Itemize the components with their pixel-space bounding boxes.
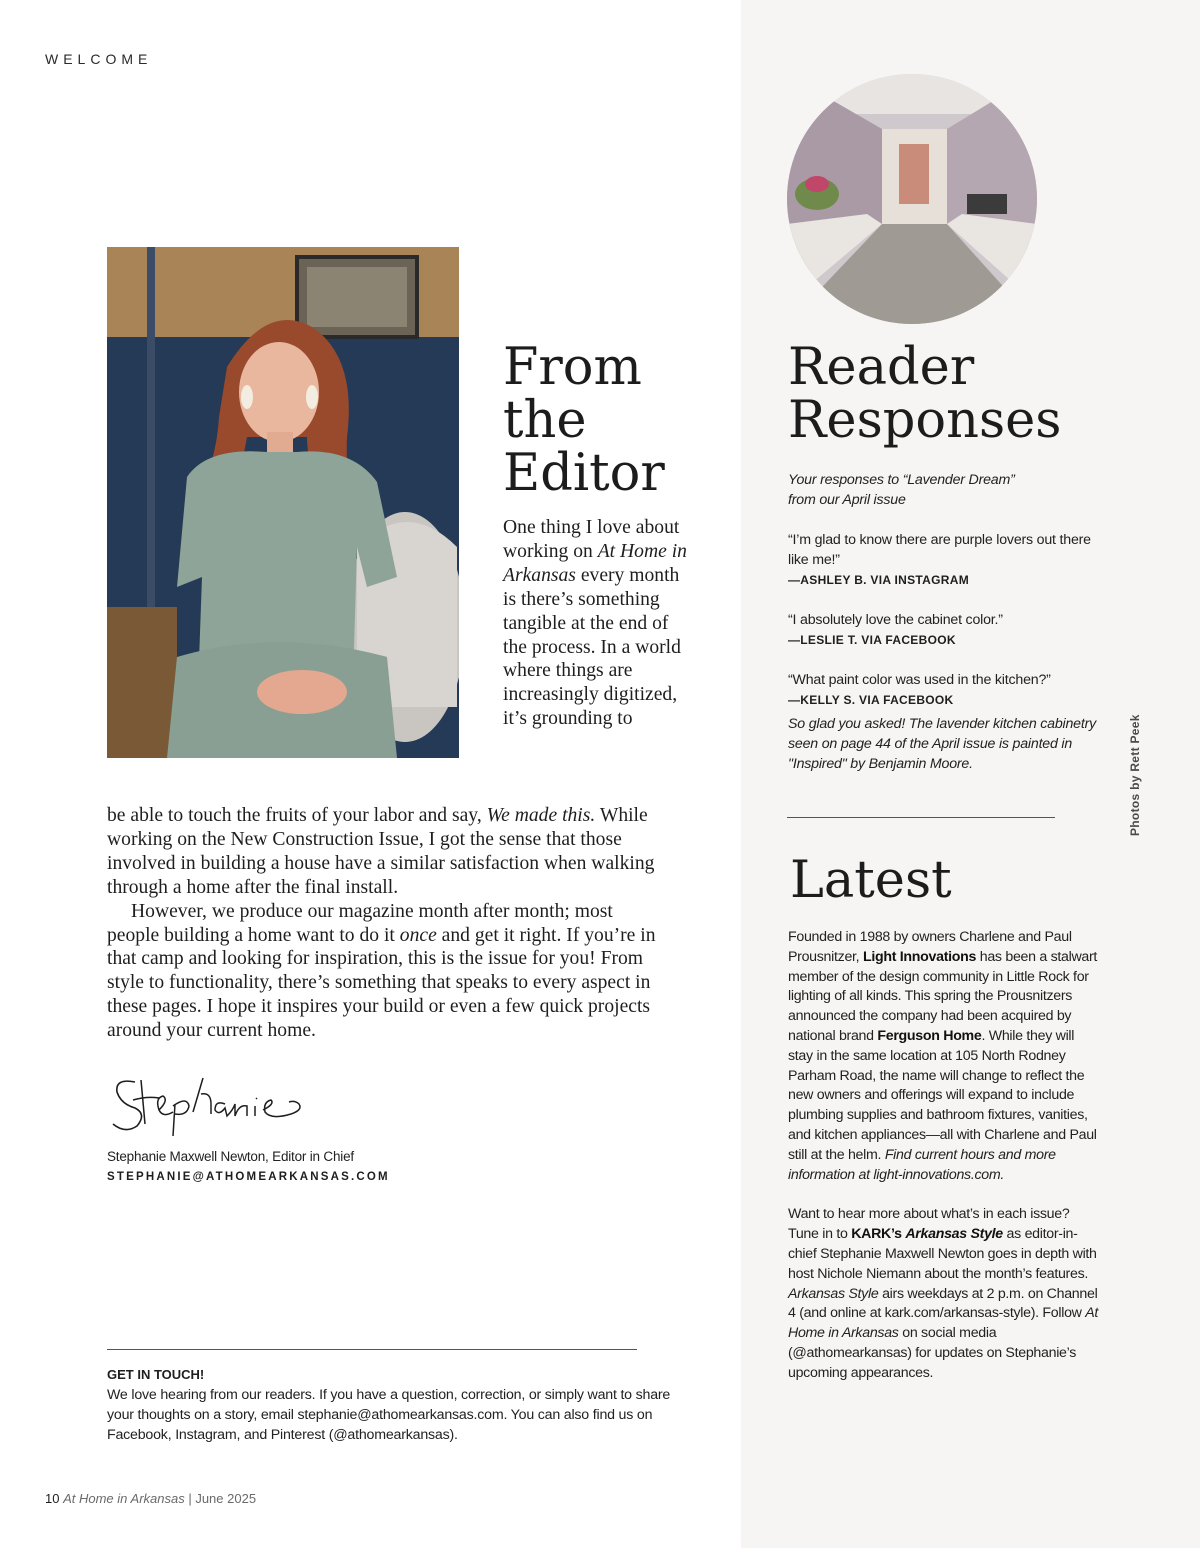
- reader-attribution: —LESLIE T. VIA FACEBOOK: [788, 633, 956, 647]
- latest-title: Latest: [790, 851, 952, 910]
- reader-responses-title: [788, 338, 1062, 450]
- letter-paragraph: [107, 900, 667, 1043]
- get-in-touch-body: We love hearing from our readers. If you have a question, correction, or simply want to share your thoughts on a story, email stephanie@athomearkansas.com. You can also find us on Facebook, Instagram, and Pinterest (@athomearkansas).: [107, 1387, 671, 1443]
- signature-caption: Stephanie Maxwell Newton, Editor in Chief: [107, 1149, 354, 1164]
- editor-answer: So glad you asked! The lavender kitchen cabinetry seen on page 44 of the April issue is painted in "Inspired" by Benjamin Moore.: [788, 716, 1097, 772]
- reader-quote: “What paint color was used in the kitchen?”: [788, 672, 1051, 688]
- latest-body: [788, 928, 1100, 1384]
- page-folio: [45, 1491, 256, 1506]
- latest-bold: Ferguson Home: [877, 1027, 982, 1044]
- editor-title: [503, 338, 665, 503]
- reader-responses-intro: [788, 470, 1098, 510]
- reader-responses: [788, 470, 1098, 774]
- reader-responses-title-line: Reader: [788, 338, 975, 397]
- divider: [107, 1349, 637, 1350]
- latest-text: Founded in 1988 by owners Charlene and Paul Prousnitzer,: [788, 929, 1072, 965]
- letter-text: One thing I love about working on: [503, 517, 680, 562]
- reader-response-item: [788, 610, 1098, 650]
- magazine-name: At Home in Arkansas: [503, 540, 687, 586]
- latest-paragraph: [788, 1205, 1100, 1383]
- editor-email[interactable]: STEPHANIE@ATHOMEARKANSAS.COM: [107, 1171, 390, 1183]
- editor-letter-body: [107, 804, 667, 1043]
- get-in-touch-heading: GET IN TOUCH!: [107, 1367, 205, 1382]
- letter-emphasis: once: [399, 924, 437, 946]
- editor-portrait-photo: [107, 247, 459, 758]
- reader-response-item: [788, 670, 1098, 774]
- folio-separator: |: [184, 1491, 196, 1506]
- kitchen-photo: [787, 74, 1037, 324]
- letter-text: every month is there’s something tangible at the end of the process. In a world where things are increasingly digitized, it’s grounding to: [503, 564, 681, 730]
- letter-text: and get it right. If you’re in that camp and looking for inspiration, this is the issue for you! From style to functionality, there’s something that speaks to every aspect in these pages. I hope it inspires your build or even a few quick projects around your current home.: [107, 924, 656, 1042]
- latest-italic: Find current hours and more information at light-innovations.com.: [788, 1146, 1056, 1183]
- editor-title-line: From: [503, 338, 642, 397]
- intro-line: Your responses to “Lavender Dream”: [788, 472, 1015, 488]
- letter-emphasis: We made this.: [486, 805, 596, 826]
- latest-italic: At Home in Arkansas: [788, 1305, 1099, 1342]
- editor-title-line: Editor: [503, 444, 665, 503]
- reader-attribution: —KELLY S. VIA FACEBOOK: [788, 693, 954, 707]
- folio-issue: June 2025: [195, 1491, 257, 1506]
- reader-responses-title-line: Responses: [788, 391, 1062, 450]
- latest-italic: Arkansas Style: [788, 1285, 879, 1302]
- reader-attribution: —ASHLEY B. VIA INSTAGRAM: [788, 573, 969, 587]
- latest-bold: Light Innovations: [862, 948, 977, 965]
- photo-credit: Photos by Rett Peek: [1128, 714, 1142, 836]
- latest-text: Want to hear more about what’s in each issue? Tune in to: [788, 1206, 1070, 1243]
- latest-text: airs weekdays at 2 p.m. on Channel 4 (and online at kark.com/arkansas-style). Follow: [788, 1285, 1098, 1322]
- letter-text: be able to touch the fruits of your labor and say,: [107, 805, 487, 826]
- letter-text: However, we produce our magazine month after month; most people building a home want to do it: [107, 900, 613, 946]
- latest-text: as editor-in-chief Stephanie Maxwell Newton goes in depth with host Nichole Niemann about the month’s features.: [788, 1226, 1097, 1282]
- divider: [787, 817, 1055, 818]
- latest-italic: Arkansas Style: [905, 1226, 1003, 1243]
- latest-paragraph: [788, 928, 1100, 1185]
- latest-text: on social media (@athomearkansas) for updates on Stephanie’s upcoming appearances.: [788, 1325, 1077, 1381]
- editor-letter-intro: [503, 516, 688, 731]
- reader-quote: “I’m glad to know there are purple lovers out there like me!”: [788, 532, 1091, 568]
- intro-line: from our April issue: [788, 492, 906, 508]
- editor-title-line: the: [503, 391, 587, 450]
- reader-quote: “I absolutely love the cabinet color.”: [788, 612, 1003, 628]
- folio-magazine: At Home in Arkansas: [63, 1491, 185, 1506]
- section-label: WELCOME: [45, 51, 153, 67]
- letter-text: While working on the New Construction Issue, I got the sense that those involved in building a house have a similar satisfaction when walking through a home after the final install.: [107, 805, 655, 898]
- editor-signature: [107, 1070, 317, 1138]
- letter-paragraph: [107, 804, 667, 900]
- latest-text: . While they will stay in the same location at 105 North Rodney Parham Road, the name will change to reflect the new owners and offerings will expand to include plumbing supplies and bathroom fixtures, vanities, and kitchen appliances—all with Charlene and Paul still at the helm.: [788, 1027, 1097, 1163]
- latest-bold-italic: [905, 1226, 1003, 1242]
- reader-response-item: [788, 530, 1098, 590]
- latest-bold: KARK’s: [851, 1226, 906, 1243]
- page-number: 10: [45, 1491, 60, 1506]
- latest-text: has been a stalwart member of the design community in Little Rock for lighting of all kinds. This spring the Prousnitzers announced the company had been acquired by national brand: [788, 948, 1098, 1044]
